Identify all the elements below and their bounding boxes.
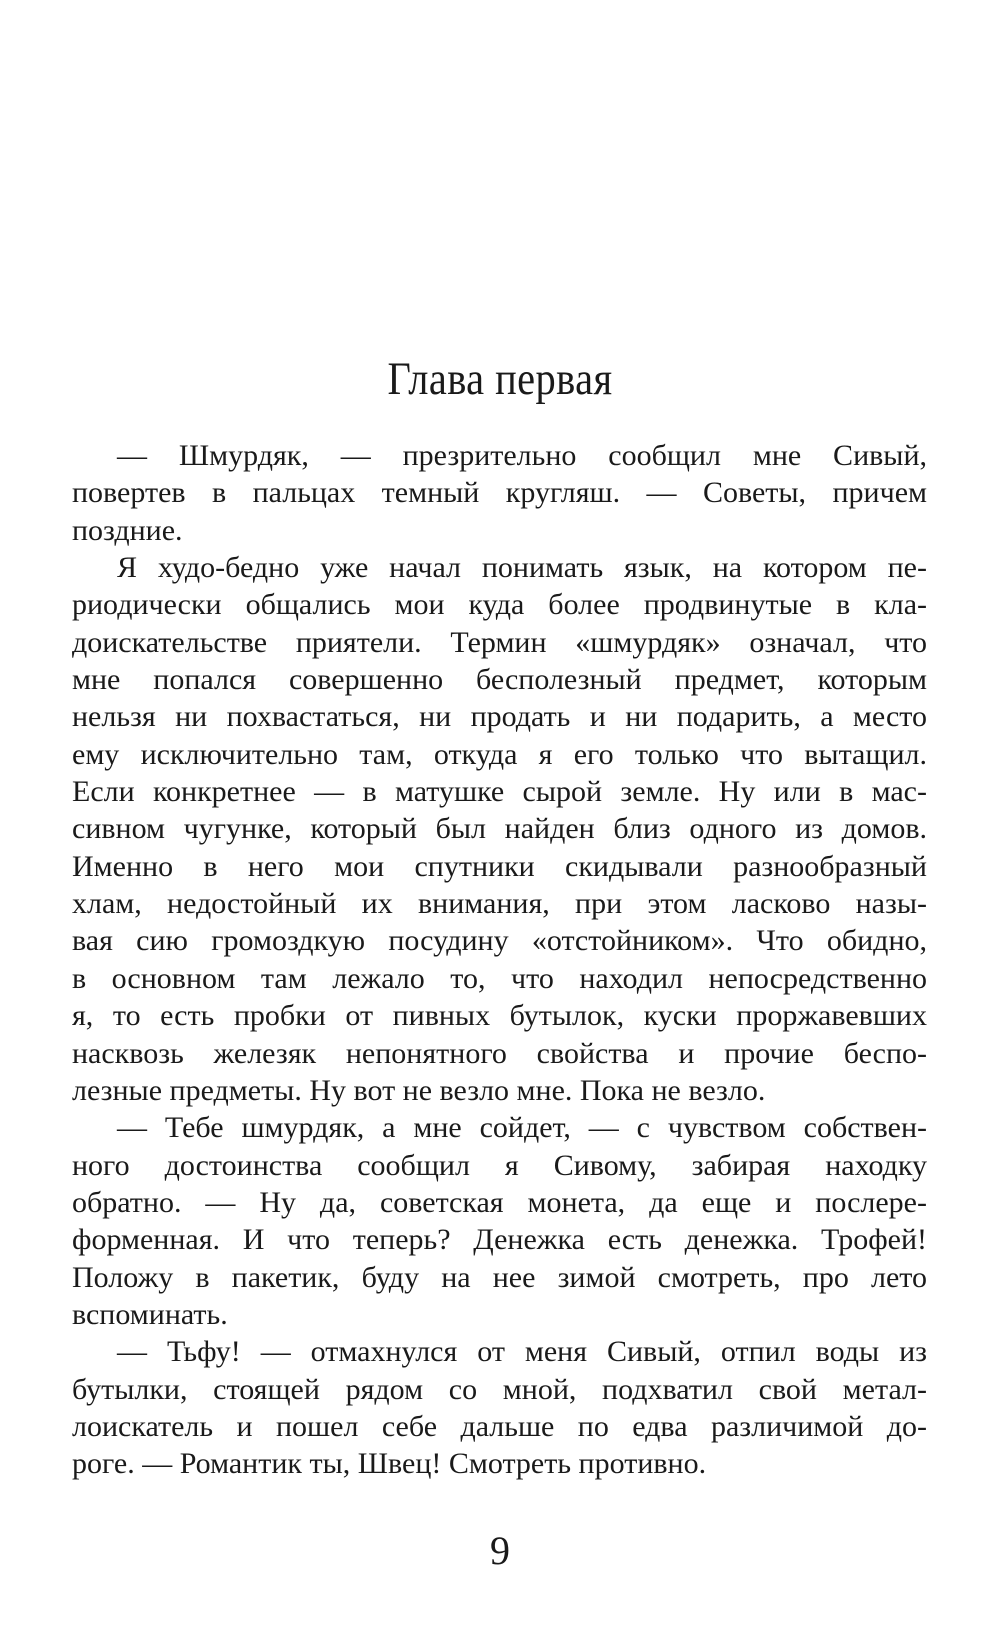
text-line: форменная. И что теперь? Денежка есть денежка. Трофей! xyxy=(72,1223,927,1257)
text-line: — Шмурдяк, — презрительно сообщил мне Сивый, xyxy=(117,439,927,472)
text-line: Именно в него мои спутники скидывали разнообразный xyxy=(72,849,927,883)
text-line: лоискатель и пошел себе дальше по едва различимой до- xyxy=(72,1409,927,1443)
text-line: бутылки, стоящей рядом со мной, подхватил свой метал- xyxy=(72,1372,927,1406)
text-line: Если конкретнее — в матушке сырой земле. Ну или в мас- xyxy=(72,775,927,809)
text-line: я, то есть пробки от пивных бутылок, куски проржавевших xyxy=(72,999,927,1033)
text-line: насквозь железяк непонятного свойства и прочие беспо- xyxy=(72,1036,927,1070)
text-line: риодически общались мои куда более продвинутые в кла- xyxy=(72,588,927,622)
text-line: роге. — Романтик ты, Швец! Смотреть противно. xyxy=(72,1447,707,1481)
text-line: мне попался совершенно бесполезный предмет, которым xyxy=(72,663,927,697)
text-line: хлам, недостойный их внимания, при этом ласково назы- xyxy=(72,887,927,921)
text-line: — Тебе шмурдяк, а мне сойдет, — с чувством собствен- xyxy=(117,1111,927,1145)
text-line: — Тьфу! — отмахнулся от меня Сивый, отпил воды из xyxy=(117,1335,927,1369)
text-line: Я худо-бедно уже начал понимать язык, на котором пе- xyxy=(117,551,927,585)
page-number: 9 xyxy=(490,1528,510,1573)
text-line: сивном чугунке, который был найден близ одного из домов. xyxy=(72,812,927,846)
text-line: доискательстве приятели. Термин «шмурдяк» означал, что xyxy=(72,625,927,659)
body-text xyxy=(72,437,927,1483)
text-line: лезные предметы. Ну вот не везло мне. Пока не везло. xyxy=(72,1073,766,1107)
text-line: ного достоинства сообщил я Сивому, забирая находку xyxy=(72,1148,927,1182)
chapter-title: Глава первая xyxy=(387,353,613,405)
text-line: повертев в пальцах темный кругляш. — Советы, причем xyxy=(72,476,927,510)
text-line: нельзя ни похвастаться, ни продать и ни подарить, а место xyxy=(72,700,927,734)
text-line: вая сию громоздкую посудину «отстойником». Что обидно, xyxy=(72,924,927,958)
text-line: поздние. xyxy=(72,513,183,547)
text-line: в основном там лежало то, что находил непосредственно xyxy=(72,961,927,995)
text-line: Положу в пакетик, буду на нее зимой смотреть, про лето xyxy=(72,1260,927,1294)
text-line: ему исключительно там, откуда я его только что вытащил. xyxy=(72,737,927,771)
text-line: вспоминать. xyxy=(72,1297,228,1331)
text-line: обратно. — Ну да, советская монета, да еще и послере- xyxy=(72,1185,927,1219)
